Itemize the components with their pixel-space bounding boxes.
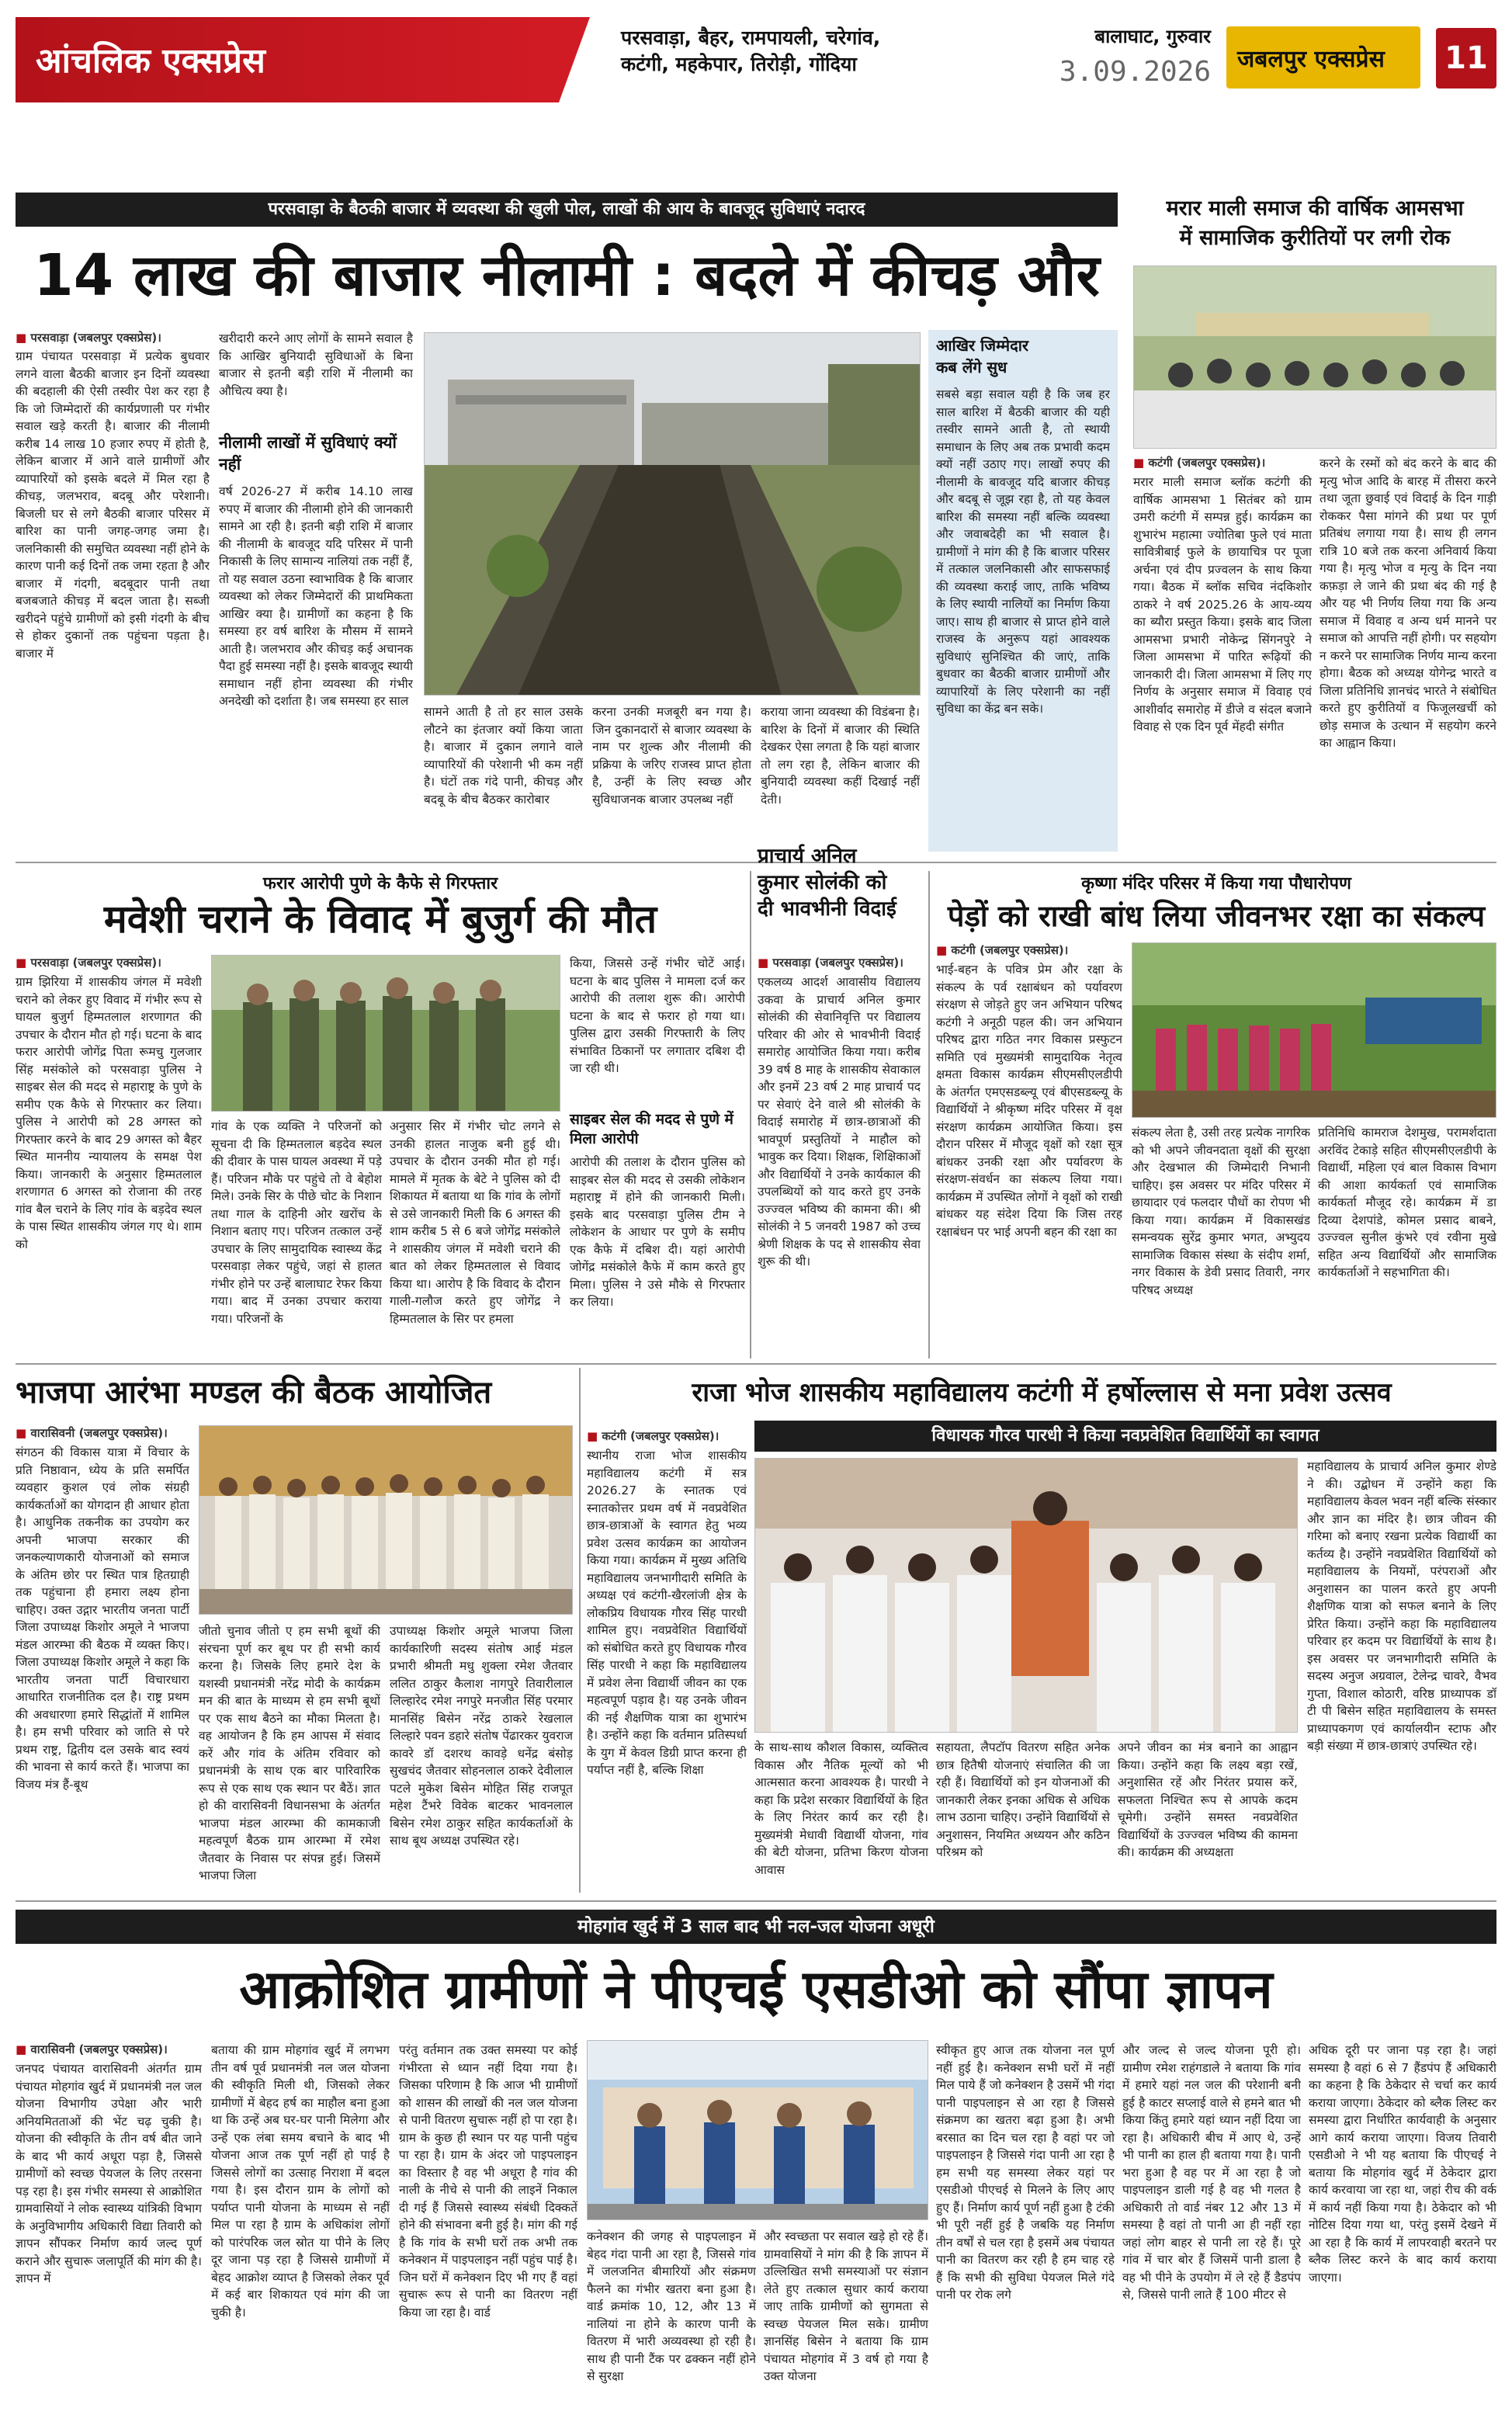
police-team-photo bbox=[211, 955, 560, 1112]
story1-col4: करना उनकी मजबूरी बन गया है। जिन दुकानदारों से बाजार व्यवस्था के नाम पर शुल्क और नीलामी की प्रक्रिया के जरिए राजस्व प्राप्त होता है, उन्हीं के लिए स्वच्छ और सुविधाजनक बाजार उपलब्ध नहीं bbox=[592, 705, 751, 807]
solanki-headline-line3: दी भावभीनी विदाई bbox=[758, 897, 896, 921]
mohgaon-col5: स्वीकृत हुए आज तक योजना नल पूर्ण नहीं हुई है। कनेक्शन सभी घरों में नहीं मिल पाये हैं जो कनेक्शन है उसमें भी गंदा पानी पाइपलाइन से आ रहा है जिससे संक्रमण का खतरा बढ़ा हुआ है। अभी बरसात का दिन चल रहा है वहां पर जो पाइपलाइन है जिससे गंदा पानी आ रहा है हम सभी यह समस्या लेकर यहां पर एसडीओ पीएचई से मिलने के लिए आए हुए हैं। निर्माण कार्य पूर्ण नहीं हुआ है टंकी भी पूरी नहीं हुई है जबकि यह निर्माण तीन वर्षों से चल रहा है इसमें अब पंचायत पानी का वितरण कर रही है हम चाह रहे हैं कि सभी की सुविधा पेयजल मिले गंदे पानी पर रोक लगे bbox=[936, 2043, 1115, 2302]
masthead bbox=[16, 17, 1496, 102]
bjp-group-photo bbox=[199, 1425, 573, 1615]
pune-col4b: आरोपी की तलाश के दौरान पुलिस को साइबर सेल की मदद से उसकी लोकेशन महाराष्ट्र में होने की जानकारी मिली। इसके बाद परसवाड़ा पुलिस टीम ने लोकेशन के आधार पर पुणे के समीप एक कैफे में दबिश दी। यहां आरोपी जोगेंद्र मसंकोले कैफे में काम करते हुए मिला। पुलिस ने उसे मौके से गिरफ्तार कर लिया। bbox=[570, 1155, 745, 1309]
tree-rakhi-photo bbox=[1132, 942, 1496, 1118]
bjp-col1: संगठन की विकास यात्रा में विचार के प्रति निष्ठावान, ध्येय के प्रति समर्पित व्यवहार कुशल एवं लोक संग्रही कार्यकर्ताओं का योगदान ही आधार होता है। आधुनिक तकनीक का उपयोग कर अपनी भाजपा सरकार की जनकल्याणकारी योजनाओं को समाज के अंतिम छोर पर स्थित पात्र हितग्राही तक पहुंचाना ही हमारा लक्ष्य होना चाहिए। उक्त उद्गार भारतीय जनता पार्टी जिला उपाध्यक्ष किशोर अमूले ने भाजपा मंडल आरम्भा की बैठक में व्यक्त किए। जिला उपाध्यक्ष किशोर अमूले ने कहा कि भारतीय जनता पार्टी विचारधारा आधारित राजनीतिक दल है। राष्ट्र प्रथम की अवधारणा हमारे सिद्धांतों में शामिल है। हम सभी परिवार को जाति से परे प्रथम राष्ट्र, द्वितीय दल उसके बाद स्वयं की भावना से कार्य करते हैं। भाजपा का विजय मंत्र हैं-बूथ bbox=[16, 1445, 189, 1792]
mohgaon-byline: ■ वारासिवनी (जबलपुर एक्सप्रेस)। bbox=[16, 2042, 202, 2057]
story1-col3: सामने आती है तो हर साल उसके लौटने का इंतजार क्यों किया जाता है। बाजार में दुकान लगाने वाले व्यापारियों की परेशानी भी कम नहीं है। घंटों तक गंदे पानी, कीचड़ और बदबू के बीच बैठकर कारोबार bbox=[424, 705, 583, 807]
city-day: बालाघाट, गुरुवार bbox=[1094, 26, 1211, 47]
marar-meeting-photo bbox=[1133, 265, 1496, 449]
mohgaon-col3: परंतु वर्तमान तक उक्त समस्या पर कोई गंभीरता से ध्यान नहीं दिया गया है। जिसका परिणाम है कि आज भी ग्रामीणों को शासन की लाखों की नल जल योजना से पानी वितरण सुचारू नहीं हो पा रहा है। ग्राम के कुछ ही स्थान पर यह पानी पहुंच पा रहा है। ग्राम के अंदर जो पाइपलाइन का विस्तार है वह भी अधूरा है गांव की नाली के नीचे से पानी की लाइनें निकाल दी गई हैं जिससे स्वास्थ्य संबंधी दिक्कतें होने की संभावना बनी हुई है। मांग की गई है कि गांव के सभी घरों तक अभी तक कनेक्शन में पाइपलाइन नहीं पहुंच पाई है। जिन घरों में कनेक्शन दिए भी गए हैं वहां सुचारू रूप से पानी का वितरण नहीं किया जा रहा है। वार्ड bbox=[399, 2043, 577, 2320]
pune-col4a: किया, जिससे उन्हें गंभीर चोटें आई। घटना के बाद पुलिस ने मामला दर्ज कर आरोपी की तलाश शुरू की। आरोपी घटना के बाद से फरार हो गया था। पुलिस द्वारा उसकी गिरफ्तारी के लिए संभावित ठिकानों पर लगातार दबिश दी जा रही थी। bbox=[570, 956, 745, 1075]
places-list bbox=[621, 25, 1056, 78]
college-col4: अपने जीवन का मंत्र बनाने का आह्वान किया। उन्होंने कहा कि लक्ष्य बड़ा रखें, अनुशासित रहें और निरंतर प्रयास करें, सफलता निश्चित रूप से आपके कदम चूमेगी। उन्होंने समस्त नवप्रवेशित विद्यार्थियों के उज्ज्वल भविष्य की कामना की। कार्यक्रम की अध्यक्षता bbox=[1118, 1740, 1298, 1859]
places-line-2: कटंगी, महकेपार, तिरोड़ी, गोंदिया bbox=[621, 53, 857, 75]
bjp-col3: उपाध्यक्ष किशोर अमूले भाजपा जिला कार्यकारिणी सदस्य संतोष आई मंडल प्रभारी श्रीमती मधु शुक्ला रमेश जैतवार ललित ठाकुर कैलाश नागपुरे तिवारीलाल लिल्हारेद रमेश नगपुरे मनजीत सिंह परमार मानसिंह बिसेन नरेंद्र ठाकरे रेखलाल लिल्हारे पवन डहारे संतोष पेंढारकर युवराज कावरे डॉ दशरथ कावड़े धनेंद्र बंसोड़ सुखचंद जैतवार सोहनलाल ठाकरे देवीलाल पटले मुकेश बिसेन मोहित सिंह राजपूत महेश टैंभरे विवेक बाटकर भावनलाल बिसेन रमेश ठाकुर सहित कार्यकर्ताओं के साथ बूथ अध्यक्ष उपस्थित रहे। bbox=[390, 1624, 573, 1848]
pune-col1: ग्राम झिरिया में शासकीय जंगल में मवेशी चराने को लेकर हुए विवाद में गंभीर रूप से घायल बुजुर्ग हिम्मतलाल शरणागत की उपचार के दौरान मौत हो गई। घटना के बाद फरार आरोपी जोगेंद्र पिता रूमचु गुलजार सिंह मसंकोले को परसवाड़ा पुलिस ने साइबर सेल की मदद से महाराष्ट्र के पुणे के समीप एक कैफे से गिरफ्तार कर लिया। पुलिस ने आरोपी को 28 अगस्त को गिरफ्तार करने के बाद 29 अगस्त को बैहर स्थित माननीय न्यायालय के समक्ष पेश किया। जानकारी के अनुसार हिम्मतलाल शरणागत 6 अगस्त को रोजाना की तरह गांव बैल चराने के लिए गांव के बड़देव स्थल के पास स्थित शासकीय जंगल गए थे। शाम को bbox=[16, 975, 202, 1251]
divider bbox=[579, 1368, 581, 1893]
story1-col1: ग्राम पंचायत परसवाड़ा में प्रत्येक बुधवार लगने वाला बैठकी बाजार इन दिनों व्यवस्था की बदहाली की ऐसी तस्वीर पेश कर रहा है कि जो जिम्मेदारों की कार्यप्रणाली पर गंभीर सवाल खड़े करती है। बाजार की नीलामी करीब 14 लाख 10 हजार रुपए में होती है, लेकिन बाजार में आने वाले ग्रामीणों और व्यापारियों को इसके बदले में मिल रहा है कीचड़, जलभराव, बदबू और परेशानी। बिजली घर से लगे बैठकी बाजार परिसर में बारिश का पानी जगह-जगह जमा है। जलनिकासी की समुचित व्यवस्था नहीं होने के कारण पानी कई दिनों तक जमा रहता है और बाजार में गंदगी, बदबूदार पानी तथा बजबजाते कीचड़ में बदल जाता है। सब्जी खरीदने पहुंचे ग्रामीणों को इसी गंदगी के बीच से होकर दुकानों तक पहुंचना पड़ता है। बाजार में bbox=[16, 349, 210, 661]
krishna-col3: प्रतिनिधि कामराज देशमुख, परामर्शदाता अरविंद टेकाड़े सहित सीएमसीएलडीपी के विद्यार्थी, महिला एवं बाल विकास विभाग की आशा कार्यकर्ता एवं सामाजिक कार्यकर्ता मौजूद रहे। कार्यक्रम में डा दिव्या देशपांडे, कोमल प्रसाद बाबने, उज्ज्वल सुनील कुंभरे एवं रवीना मुखे सहित अन्य विद्यार्थियों और सामाजिक कार्यकर्ताओं ने सहभागिता की। bbox=[1318, 1126, 1496, 1279]
bjp-byline: ■ वारासिवनी (जबलपुर एक्सप्रेस)। bbox=[16, 1425, 189, 1441]
pune-kicker: फरार आरोपी पुणे के कैफे से गिरफ्तार bbox=[262, 874, 498, 894]
mohgaon-col4top: और स्वच्छता पर सवाल खड़े हो रहे हैं। ग्रामवासियों ने मांग की है कि ज्ञापन में उल्लिखित सभी समस्याओं पर संज्ञान लेते हुए तत्काल सुधार कार्य कराया जाए ताकि ग्रामीणों को सुगमता से स्वच्छ पेयजल मिल सके। ग्रामीण ज्ञानसिंह बिसेन ने बताया कि ग्राम पंचायत मोहगांव में 3 वर्ष हो गया है उक्त योजना bbox=[764, 2229, 928, 2383]
college-col5: महाविद्यालय के प्राचार्य अनिल कुमार शेण्डे ने की। उद्बोधन में उन्होंने कहा कि महाविद्यालय केवल भवन नहीं बल्कि संस्कार और ज्ञान का मंदिर है। छात्र जीवन की गरिमा को बनाए रखना प्रत्येक विद्यार्थी का कर्तव्य है। उन्होंने नवप्रवेशित विद्यार्थियों को महाविद्यालय के नियमों, परंपराओं और अनुशासन का पालन करते हुए अपनी शैक्षणिक यात्रा को सफल बनाने के लिए प्रेरित किया। उन्होंने कहा कि महाविद्यालय परिवार हर कदम पर विद्यार्थियों के साथ है। इस अवसर पर जनभागीदारी समिति के सदस्य अनुज अग्रवाल, टेलेन्द्र चावरे, वैभव गुप्ता, विशाल कोठारी, वरिष्ठ प्राध्यापक डॉ टी पी बिसेन सहित महाविद्यालय के समस्त प्राध्यापकगण एवं कार्यालयीन स्टाफ और बड़ी संख्या में छात्र-छात्राएं उपस्थित रहे। bbox=[1307, 1459, 1496, 1753]
krishna-col2: संकल्प लेता है, उसी तरह प्रत्येक नागरिक को भी अपने जीवनदाता वृक्षों की सुरक्षा और देखभाल की जिम्मेदारी निभानी चाहिए। इस अवसर पर मंदिर परिसर में छायादार एवं फलदार पौधों का रोपण भी किया गया। कार्यक्रम में विकासखंड समन्वयक सुरेंद्र कुमार भगत, अभ्युदय सामाजिक विकास संस्था के संदीप शर्मा, नगर विकास के डेवी प्रसाद तिवारी, नगर परिषद अध्यक्ष bbox=[1132, 1126, 1310, 1297]
story1-subhead: नीलामी लाखों में सुविधाएं क्यों नहीं bbox=[219, 433, 397, 474]
divider bbox=[16, 1363, 1496, 1365]
story1-sidebar bbox=[928, 330, 1118, 852]
college-col1: स्थानीय राजा भोज शासकीय महाविद्यालय कटंगी में सत्र 2026.27 के स्नातक एवं स्नातकोत्तर प्रथम वर्ष में नवप्रवेशित छात्र-छात्राओं के स्वागत हेतु भव्य प्रवेश उत्सव कार्यक्रम का आयोजन किया गया। कार्यक्रम में मुख्य अतिथि महाविद्यालय जनभागीदारी समिति के अध्यक्ष एवं कटंगी-खैरलांजी क्षेत्र के लोकप्रिय विधायक गौरव सिंह पारधी शामिल हुए। नवप्रवेशित विद्यार्थियों को संबोधित करते हुए विधायक गौरव सिंह पारधी ने कहा कि महाविद्यालय में प्रवेश लेना विद्यार्थी जीवन का एक महत्वपूर्ण पड़ाव है। यह उनके जीवन की नई शैक्षणिक यात्रा का शुभारंभ है। उन्होंने कहा कि वर्तमान प्रतिस्पर्धा के युग में केवल डिग्री प्राप्त करना ही पर्याप्त नहीं है, बल्कि शिक्षा bbox=[587, 1449, 747, 1777]
mohgaon-headline: आक्रोशित ग्रामीणों ने पीएचई एसडीओ को सौंपा ज्ञापन bbox=[239, 1959, 1273, 2021]
pune-col3: अनुसार सिर में गंभीर चोट लगने से उनकी हालत नाजुक बनी हुई थी। उपचार के दौरान उनकी मौत हो गई। मामले में मृतक के बेटे ने पुलिस को दी शिकायत में बताया था कि गांव के लोगों से उसे जानकारी मिली कि 6 अगस्त की शाम करीब 5 से 6 बजे जोगेंद्र मसंकोले ने शासकीय जंगल में मवेशी चराने की बात को लेकर हिम्मतलाल से विवाद किया था। आरोप है कि विवाद के दौरान गाली-गलौज करते हुए जोगेंद्र ने हिम्मतलाल के सिर पर हमला bbox=[390, 1119, 560, 1326]
marar-byline: ■ कटंगी (जबलपुर एक्सप्रेस)। bbox=[1133, 455, 1312, 470]
bjp-headline: भाजपा आरंभा मण्डल की बैठक आयोजित bbox=[16, 1375, 492, 1411]
sidebar-title-1: आखिर जिम्मेदार bbox=[936, 336, 1029, 355]
solanki-headline bbox=[758, 843, 921, 922]
pune-col2: गांव के एक व्यक्ति ने परिजनों को सूचना दी कि हिम्मतलाल बड़देव स्थल की दीवार के पास घायल अवस्था में पड़े हैं। परिजन मौके पर पहुंचे तो वे बेहोश मिले। उनके सिर के पीछे चोट के निशान तथा गाल के दाहिनी ओर खरोंच के निशान बताए गए। परिजन तत्काल उन्हें उपचार के लिए सामुदायिक स्वास्थ्य केंद्र परसवाड़ा लेकर पहुंचे, जहां से हालत गंभीर होने पर उन्हें बालाघाट रेफर किया गया। बाद में उनका उपचार कराया गया। परिजनों के bbox=[211, 1119, 382, 1326]
solanki-byline: ■ परसवाड़ा (जबलपुर एक्सप्रेस)। bbox=[758, 955, 921, 970]
college-byline: ■ कटंगी (जबलपुर एक्सप्रेस)। bbox=[587, 1428, 747, 1444]
marar-col2: करने के रस्मों को बंद करने के बाद की मृत्यु भोज आदि के बारह में तीसरा करने तथा जूता छुवाई एवं विदाई के दिन गाड़ी रोककर पैसा मांगने की प्रथा पर पूर्ण प्रतिबंध लगाया गया है। साथ ही लगन रात्रि 10 बजे तक करना अनिवार्य किया गया है। मृत्यु भोज व मृत्यु के दिन नया कफ़ड़ा ले जाने की प्रथा बंद की गई है और यह भी निर्णय लिया गया कि अन्य समाज में विवाह व अन्य धर्म मानने पर समाज को आपत्ति नहीं होगी। पर सहयोग न करने पर सामाजिक निर्णय मान्य करना होगा। बैठक को अध्यक्ष योगेन्द्र भारते व जिला प्रतिनिधि ज्ञानचंद भारते ने संबोधित करते हुए कुरीतियों व फिजूलखर्ची को छोड़ समाज के उत्थान में सहयोग करने का आह्वान किया। bbox=[1320, 456, 1496, 750]
pune-byline: ■ परसवाड़ा (जबलपुर एक्सप्रेस)। bbox=[16, 955, 202, 970]
mohgaon-col6: और जल्द से जल्द योजना पूरी हो। ग्रामीण रमेश राहंगडाले ने बताया कि गांव में हमारे यहां नल जल की परेशानी बनी हुई है काटर सप्लाई वाले से हमने बात भी किया किंतु हमारे यहां ध्यान नहीं दिया जा रहा है। अधिकारी बीच में आए थे, उन्हें भी पानी का हाल ही बताया गया है। पानी भरा हुआ है वह पर में आ रहा है जो पाइपलाइन डाली गई है वह भी गलत है अधिकारी तो वार्ड नंबर 12 और 13 में समस्या है वहां तो पानी आ ही नहीं रहा जहां लोग बाहर से पानी ला रहे हैं। पूरे गांव में चार बोर हैं जिसमें पानी डाला है वह भी पीने के उपयोग में ले रहे हैं डैडपंप से, जिससे पानी लाते हैं 100 मीटर से bbox=[1122, 2043, 1301, 2302]
krishna-col1: भाई-बहन के पवित्र प्रेम और रक्षा के संकल्प के पर्व रक्षाबंधन को पर्यावरण संरक्षण से जोड़ते हुए जन अभियान परिषद कटंगी ने अनूठी पहल की। जन अभियान परिषद द्वारा गठित नगर विकास प्रस्फुटन समिति एवं मुख्यमंत्री सामुदायिक नेतृत्व क्षमता विकास कार्यक्रम सीएमसीएलडीपी के अंतर्गत एमएसडब्ल्यू एवं बीएसडब्ल्यू के विद्यार्थियों ने श्रीकृष्ण मंदिर परिसर में वृक्ष संरक्षण कार्यक्रम आयोजित किया। इस दौरान परिसर में मौजूद वृक्षों को रक्षा सूत्र बांधकर उनकी रक्षा और पर्यावरण के संरक्षण-संवर्धन का संकल्प लिया गया। कार्यक्रम में उपस्थित लोगों ने वृक्षों को राखी बांधकर यह संदेश दिया कि जिस तरह रक्षाबंधन पर भाई अपनी बहन की रक्षा का bbox=[936, 963, 1122, 1239]
college-event-photo bbox=[754, 1458, 1298, 1733]
pune-headline: मवेशी चराने के विवाद में बुजुर्ग की मौत bbox=[103, 897, 657, 942]
marar-headline-line2: में सामाजिक कुरीतियों पर लगी रोक bbox=[1179, 226, 1451, 250]
section-title: आंचलिक एक्सप्रेस bbox=[16, 17, 559, 102]
marar-col1: मरार माली समाज ब्लॉक कटंगी की वार्षिक आमसभा 1 सितंबर को ग्राम उमरी कटंगी में सम्पन्न हुई। कार्यक्रम का शुभारंभ महात्मा ज्योतिबा फुले एवं माता सावित्रीबाई फुले के छायाचित्र पर पूजा अर्चना एवं दीप प्रज्वलन के साथ किया गया। बैठक में ब्लॉक सचिव नंदकिशोर ठाकरे ने वर्ष 2025.26 के आय-व्यय का ब्यौरा प्रस्तुत किया। इसके बाद जिला आमसभा प्रभारी नोकेन्द्र सिंगनपुरे ने जिला आमसभा में पारित रूढ़ियों की जानकारी दी। जिला आमसभा में लिए गए निर्णय के अनुसार समाज में विवाह एवं आशीर्वाद समारोह में डीजे व संदल बजाने विवाह से एक दिन पूर्व मेंहदी संगीत bbox=[1133, 475, 1312, 734]
solanki-headline-line1: प्राचार्य अनिल bbox=[758, 845, 857, 868]
solanki-text: एकलव्य आदर्श आवासीय विद्यालय उकवा के प्राचार्य अनिल कुमार सोलंकी की सेवानिवृत्ति पर विद्यालय परिवार की ओर से भावभीनी विदाई समारोह आयोजित किया गया। करीब 39 वर्ष 8 माह के शासकीय सेवाकाल और इनमें 23 वर्ष 2 माह प्राचार्य पद पर सेवाएं देने वाले श्री सोलंकी के विदाई समारोह में छात्र-छात्राओं की भावपूर्ण प्रस्तुतियों ने माहौल को भावुक कर दिया। शिक्षक, शिक्षिकाओं और विद्यार्थियों ने उनके कार्यकाल की उपलब्धियों को याद करते हुए उनके उज्ज्वल भविष्य की कामना की। श्री सोलंकी ने 5 जनवरी 1987 को उच्च श्रेणी शिक्षक के पद से शासकीय सेवा शुरू की थी। bbox=[758, 975, 921, 1268]
places-line-1: परसवाड़ा, बैहर, रामपायली, चरेगांव, bbox=[621, 26, 881, 49]
brand-logo: जबलपुर एक्सप्रेस bbox=[1226, 26, 1420, 88]
sidebar-text: सबसे बड़ा सवाल यही है कि जब हर साल बारिश में बैठकी बाजार की यही तस्वीर सामने आती है, तो स्थायी समाधान के लिए अब तक प्रभावी कदम क्यों नहीं उठाए गए। लाखों रुपए की नीलामी के बावजूद यदि बाजार कीचड़ और बदबू से जूझ रहा है, तो यह केवल बारिश की समस्या नहीं बल्कि व्यवस्था और जवाबदेही का भी सवाल है। ग्रामीणों ने मांग की है कि बाजार परिसर में तत्काल जलनिकासी और साफसफाई की व्यवस्था कराई जाए, ताकि भविष्य के लिए स्थायी नालियों का निर्माण किया जाए। साथ ही बाजार से प्राप्त होने वाले राजस्व के अनुरूप यहां आवश्यक सुविधाएं सुनिश्चित की जाएं, ताकि बुधवार का बैठकी बाजार ग्रामीणों और व्यापारियों के लिए परेशानी का नहीं सुविधा का केंद्र बन सके। bbox=[936, 387, 1110, 716]
pune-subhead: साइबर सेल की मदद से पुणे में मिला आरोपी bbox=[570, 1111, 733, 1147]
issue-date: 3.09.2026 bbox=[1059, 56, 1211, 88]
story1-col2a: खरीदारी करने आए लोगों के सामने सवाल है कि आखिर बुनियादी सुविधाओं के बिना बाजार से इतनी बड़ी राशि में नीलामी का औचित्य क्या है। bbox=[219, 331, 413, 398]
sidebar-title-2: कब लेंगे सुध bbox=[936, 358, 1007, 376]
story1-headline: 14 लाख की बाजार नीलामी : बदले में कीचड़ और bbox=[33, 242, 1100, 309]
divider bbox=[16, 862, 1496, 863]
mohgaon-col4: कनेक्शन की जगह से पाइपलाइन में बेहद गंदा पानी आ रहा है, जिससे गांव में जलजनित बीमारियों और संक्रमण फैलने का गंभीर खतरा बना हुआ है। वार्ड क्रमांक 10, 12, और 13 में नालियां ना होने के कारण पानी के वितरण में भारी अव्यवस्था हो रही है। साथ ही पानी टैंक पर ढक्कन नहीं होने से सुरक्षा bbox=[587, 2229, 756, 2383]
college-col3: सहायता, लैपटॉप वितरण सहित अनेक छात्र हितैषी योजनाएं संचालित की जा रही हैं। विद्यार्थियों को इन योजनाओं की जानकारी लेकर इनका अधिक से अधिक लाभ उठाना चाहिए। उन्होंने विद्यार्थियों से अनुशासन, नियमित अध्ययन और कठिन परिश्रम को bbox=[936, 1740, 1110, 1859]
marar-headline-line1: मरार माली समाज की वार्षिक आमसभा bbox=[1166, 196, 1464, 220]
story1-kicker: परसवाड़ा के बैठकी बाजार में व्यवस्था की खुली पोल, लाखों की आय के बावजूद सुविधाएं नदारद bbox=[16, 193, 1118, 227]
story1-col2b: वर्ष 2026-27 में करीब 14.10 लाख रुपए में बाजार की नीलामी होने की जानकारी सामने आ रही है। इतनी बड़ी राशि में बाजार की नीलामी के बावजूद यदि परिसर में पानी निकासी के लिए सामान्य नालियां तक नहीं हैं, तो यह सवाल उठना स्वाभाविक है कि बाजार व्यवस्था को लेकर जिम्मेदारों की प्राथमिकता आखिर क्या है। ग्रामीणों का कहना है कि समस्या हर वर्ष बारिश के मौसम में सामने आती है। जलभराव और कीचड़ कई अचानक पैदा हुई समस्या नहीं है। इसके बावजूद स्थायी समाधान नहीं होना व्यवस्था की गंभीर अनदेखी को दर्शाता है। जब समस्या हर साल bbox=[219, 484, 413, 708]
page-number: 11 bbox=[1436, 28, 1496, 88]
story1-byline: ■ परसवाड़ा (जबलपुर एक्सप्रेस)। bbox=[16, 330, 210, 345]
college-kicker: विधायक गौरव पारधी ने किया नवप्रवेशित विद्यार्थियों का स्वागत bbox=[754, 1421, 1496, 1452]
krishna-headline: पेड़ों को राखी बांध लिया जीवनभर रक्षा का संकल्प bbox=[947, 899, 1486, 933]
marar-headline bbox=[1133, 194, 1496, 253]
mohgaon-col2: बताया की ग्राम मोहगांव खुर्द में लगभग तीन वर्ष पूर्व प्रधानमंत्री नल जल योजना की स्वीकृति मिली थी, जिसको लेकर ग्रामीणों में बेहद हर्ष का माहौल बना हुआ था कि उन्हें अब घर-घर पानी मिलेगा और उन्हें एक लंबा समय बचाने के बाद भी योजना आज तक पूर्ण नहीं हो पाई है जिससे लोगों का उत्साह निराशा में बदल गया है। इस दौरान ग्राम के लोगों को पर्याप्त पानी योजना के माध्यम से नहीं मिल पा रहा है ग्राम के अधिकांश लोगों को पारंपरिक जल स्रोत या पीने के लिए दूर जाना पड़ रहा है जिससे ग्रामीणों में बेहद आक्रोश व्याप्त है जिसको लेकर पूर्व में कई बार शिकायत एवं मांग की जा चुकी है। bbox=[211, 2043, 390, 2320]
college-headline: राजा भोज शासकीय महाविद्यालय कटंगी में हर्षोल्लास से मना प्रवेश उत्सव bbox=[692, 1377, 1392, 1408]
mohgaon-col1: जनपद पंचायत वारासिवनी अंतर्गत ग्राम पंचायत मोहगांव खुर्द में प्रधानमंत्री नल जल योजना विभागीय उपेक्षा और भारी अनियमितताओं की भेंट चढ़ चुकी है। योजना की स्वीकृति के तीन वर्ष बीत जाने के बाद भी कार्य अधूरा पड़ा है, जिससे ग्रामीणों को स्वच्छ पेयजल के लिए तरसना पड़ रहा है। इस गंभीर समस्या से आक्रोशित ग्रामवासियों ने लोक स्वास्थ्य यांत्रिकी विभाग के अनुविभागीय अधिकारी विद्या तिवारी को ज्ञापन सौंपकर निर्माण कार्य जल्द पूर्ण कराने और सुचारू जलापूर्ति की मांग की है। ज्ञापन में bbox=[16, 2062, 202, 2285]
krishna-kicker: कृष्णा मंदिर परिसर में किया गया पौधारोपण bbox=[1081, 874, 1351, 894]
college-col2: के साथ-साथ कौशल विकास, व्यक्तित्व विकास और नैतिक मूल्यों को भी आत्मसात करना आवश्यक है। पारधी ने कहा कि प्रदेश सरकार विद्यार्थियों के हित के लिए निरंतर कार्य कर रही है। मुख्यमंत्री मेधावी विद्यार्थी योजना, गांव की बेटी योजना, प्रतिभा किरण योजना आवास bbox=[754, 1740, 928, 1877]
muddy-market-photo bbox=[424, 332, 921, 696]
divider bbox=[928, 871, 930, 1359]
solanki-headline-line2: कुमार सोलंकी को bbox=[758, 871, 887, 894]
story1-col5: कराया जाना व्यवस्था की विडंबना है। बारिश के दिनों में बाजार की स्थिति देखकर ऐसा लगता है कि यहां बाजार तो लग रहा है, लेकिन बाजार की बुनियादी व्यवस्था कहीं दिखाई नहीं देती। bbox=[761, 705, 920, 807]
mohgaon-kicker: मोहगांव खुर्द में 3 साल बाद भी नल-जल योजना अधूरी bbox=[16, 1910, 1496, 1944]
divider bbox=[750, 871, 751, 1359]
mohgaon-col7: अधिक दूरी पर जाना पड़ रहा है। जहां समस्या है वहां 6 से 7 हैंडपंप हैं अधिकारी का कहना है कि ठेकेदार से चर्चा कर कार्य कराया जाएगा। ठेकेदार को ब्लैक लिस्ट कर समस्या द्वारा निर्धारित कार्यवाही के अनुसार आगे कार्य कराया जाएगा। विजय तिवारी एसडीओ ने भी यह बताया कि पीएचई ने बताया कि मोहगांव खुर्द में ठेकेदार द्वारा कार्य करवाया जा रहा था, जहां रीच की वर्क में कार्य नहीं किया गया है। ठेकेदार को भी नोटिस दिया गया था, परंतु इसमें देखने में आ रहा है कि कार्य में लापरवाही बरतने पर ब्लैक लिस्ट करने के बाद कार्य कराया जाएगा। bbox=[1309, 2043, 1496, 2285]
bjp-col2: जीतो चुनाव जीतो ए हम सभी बूथों की संरचना पूर्ण कर बूथ पर ही सभी कार्य करना है। जिसके लिए हमारे देश के यशस्वी प्रधानमंत्री नरेंद्र मोदी के कार्यक्रम मन की बात के माध्यम से हम सभी बूथों पर एक साथ बैठने का मौका मिलता है। वह आयोजन है कि हम आपस में संवाद करें और गांव के अंतिम रविवार को प्रधानमंत्री के साथ एक बार पारिवारिक रूप से एक साथ एक स्थान पर बैठें। ज्ञात हो की वारासिवनी विधानसभा के अंतर्गत भाजपा मंडल आरम्भा की कामकाजी महत्वपूर्ण बैठक ग्राम आरम्भा में रमेश जैतवार के निवास पर संपन्न हुई। जिसमें भाजपा जिला bbox=[199, 1624, 380, 1882]
villagers-memorandum-photo bbox=[587, 2040, 928, 2220]
krishna-byline: ■ कटंगी (जबलपुर एक्सप्रेस)। bbox=[936, 942, 1122, 958]
divider bbox=[16, 1900, 1496, 1902]
